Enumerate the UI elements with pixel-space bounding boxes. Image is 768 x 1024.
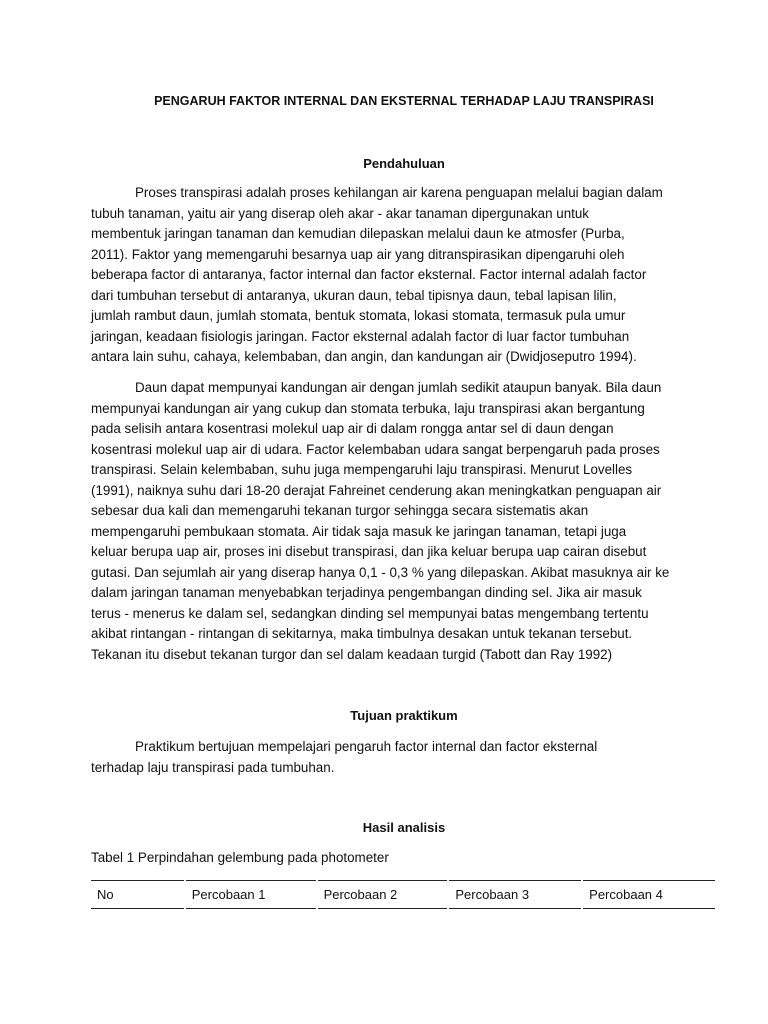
table-header-cell: No — [91, 880, 184, 909]
paragraph-line: pada selisih antara kosentrasi molekul uap air di dalam rongga antar sel di daun dengan — [91, 421, 614, 436]
table-header-cell: Percobaan 4 — [583, 880, 715, 909]
paragraph-pendahuluan-1 — [91, 183, 691, 368]
paragraph-line: antara lain suhu, cahaya, kelembaban, dan angin, dan kandungan air (Dwidjoseputro 1994). — [91, 349, 637, 364]
paragraph-line: tubuh tanaman, yaitu air yang diserap oleh akar - akar tanaman dipergunakan untuk — [91, 205, 590, 221]
document-title: PENGARUH FAKTOR INTERNAL DAN EKSTERNAL TERHADAP LAJU TRANSPIRASI — [154, 94, 654, 108]
paragraph-line: keluar berupa uap air, proses ini disebut transpirasi, dan jika keluar berupa uap cairan disebut — [91, 544, 647, 559]
table-header-cell: Percobaan 2 — [318, 880, 448, 909]
paragraph-line: Tekanan itu disebut tekanan turgor dan sel dalam keadaan turgid (Tabott dan Ray 1992) — [91, 646, 613, 662]
paragraph-line: dari tumbuhan tersebut di antaranya, ukuran daun, tebal tipisnya daun, tebal lapisan lilin, — [91, 287, 617, 303]
table-caption: Tabel 1 Perpindahan gelembung pada photometer — [91, 850, 389, 865]
paragraph-line: 2011). Faktor yang memengaruhi besarnya uap air yang ditranspirasikan dipengaruhi oleh — [91, 246, 625, 262]
paragraph-line: mempunyai kandungan air yang cukup dan stomata terbuka, laju transpirasi akan bergantung — [91, 400, 645, 416]
table-header-cell: Percobaan 3 — [449, 880, 581, 909]
paragraph-line: jumlah rambut daun, jumlah stomata, bentuk stomata, lokasi stomata, termasuk pula umur — [91, 308, 626, 323]
heading-pendahuluan: Pendahuluan — [363, 156, 445, 171]
paragraph-line: beberapa factor di antaranya, factor internal dan factor eksternal. Factor internal adalah factor — [91, 267, 647, 282]
paragraph-line: membentuk jaringan tanaman dan kemudian dilepaskan melalui daun ke atmosfer (Purba, — [91, 226, 625, 241]
paragraph-pendahuluan-2 — [91, 378, 691, 665]
heading-tujuan: Tujuan praktikum — [350, 708, 458, 723]
table-header-cell: Percobaan 1 — [186, 880, 316, 909]
paragraph-line: Proses transpirasi adalah proses kehilangan air karena penguapan melalui bagian dalam — [135, 185, 663, 200]
paragraph-line: terus - menerus ke dalam sel, sedangkan dinding sel mempunyai batas mengembang tertentu — [91, 605, 649, 621]
paragraph-line: akibat rintangan - rintangan di sekitarnya, maka timbulnya desakan untuk tekanan tersebut. — [91, 626, 633, 641]
paragraph-line: Praktikum bertujuan mempelajari pengaruh factor internal dan factor eksternal — [135, 739, 598, 754]
table-header-row — [91, 880, 715, 909]
paragraph-line: gutasi. Dan sejumlah air yang diserap hanya 0,1 - 0,3 % yang dilepaskan. Akibat masuknya air ke — [91, 564, 670, 580]
heading-hasil: Hasil analisis — [362, 820, 446, 835]
paragraph-line: Daun dapat mempunyai kandungan air dengan jumlah sedikit ataupun banyak. Bila daun — [135, 380, 662, 395]
paragraph-line: transpirasi. Selain kelembaban, suhu juga mempengaruhi laju transpirasi. Menurut Lovelles — [91, 462, 633, 477]
paragraph-line: terhadap laju transpirasi pada tumbuhan. — [91, 759, 335, 775]
paragraph-line: sebesar dua kali dan memengaruhi tekanan turgor sehingga secara sistematis akan — [91, 503, 589, 518]
paragraph-tujuan — [91, 737, 691, 778]
paragraph-line: mempengaruhi pembukaan stomata. Air tidak saja masuk ke jaringan tanaman, tetapi juga — [91, 523, 627, 539]
paragraph-line: (1991), naiknya suhu dari 18-20 derajat Fahreinet cenderung akan meningkatkan penguapan air — [91, 482, 662, 498]
results-table — [89, 880, 717, 909]
paragraph-line: jaringan, keadaan fisiologis jaringan. Factor eksternal adalah factor di luar factor tumbuhan — [91, 328, 630, 344]
paragraph-line: dalam jaringan tanaman menyebabkan terjadinya pengembangan dinding sel. Jika air masuk — [91, 585, 642, 600]
paragraph-line: kosentrasi molekul uap air di udara. Factor kelembaban udara sangat berpengaruh pada proses — [91, 441, 660, 457]
